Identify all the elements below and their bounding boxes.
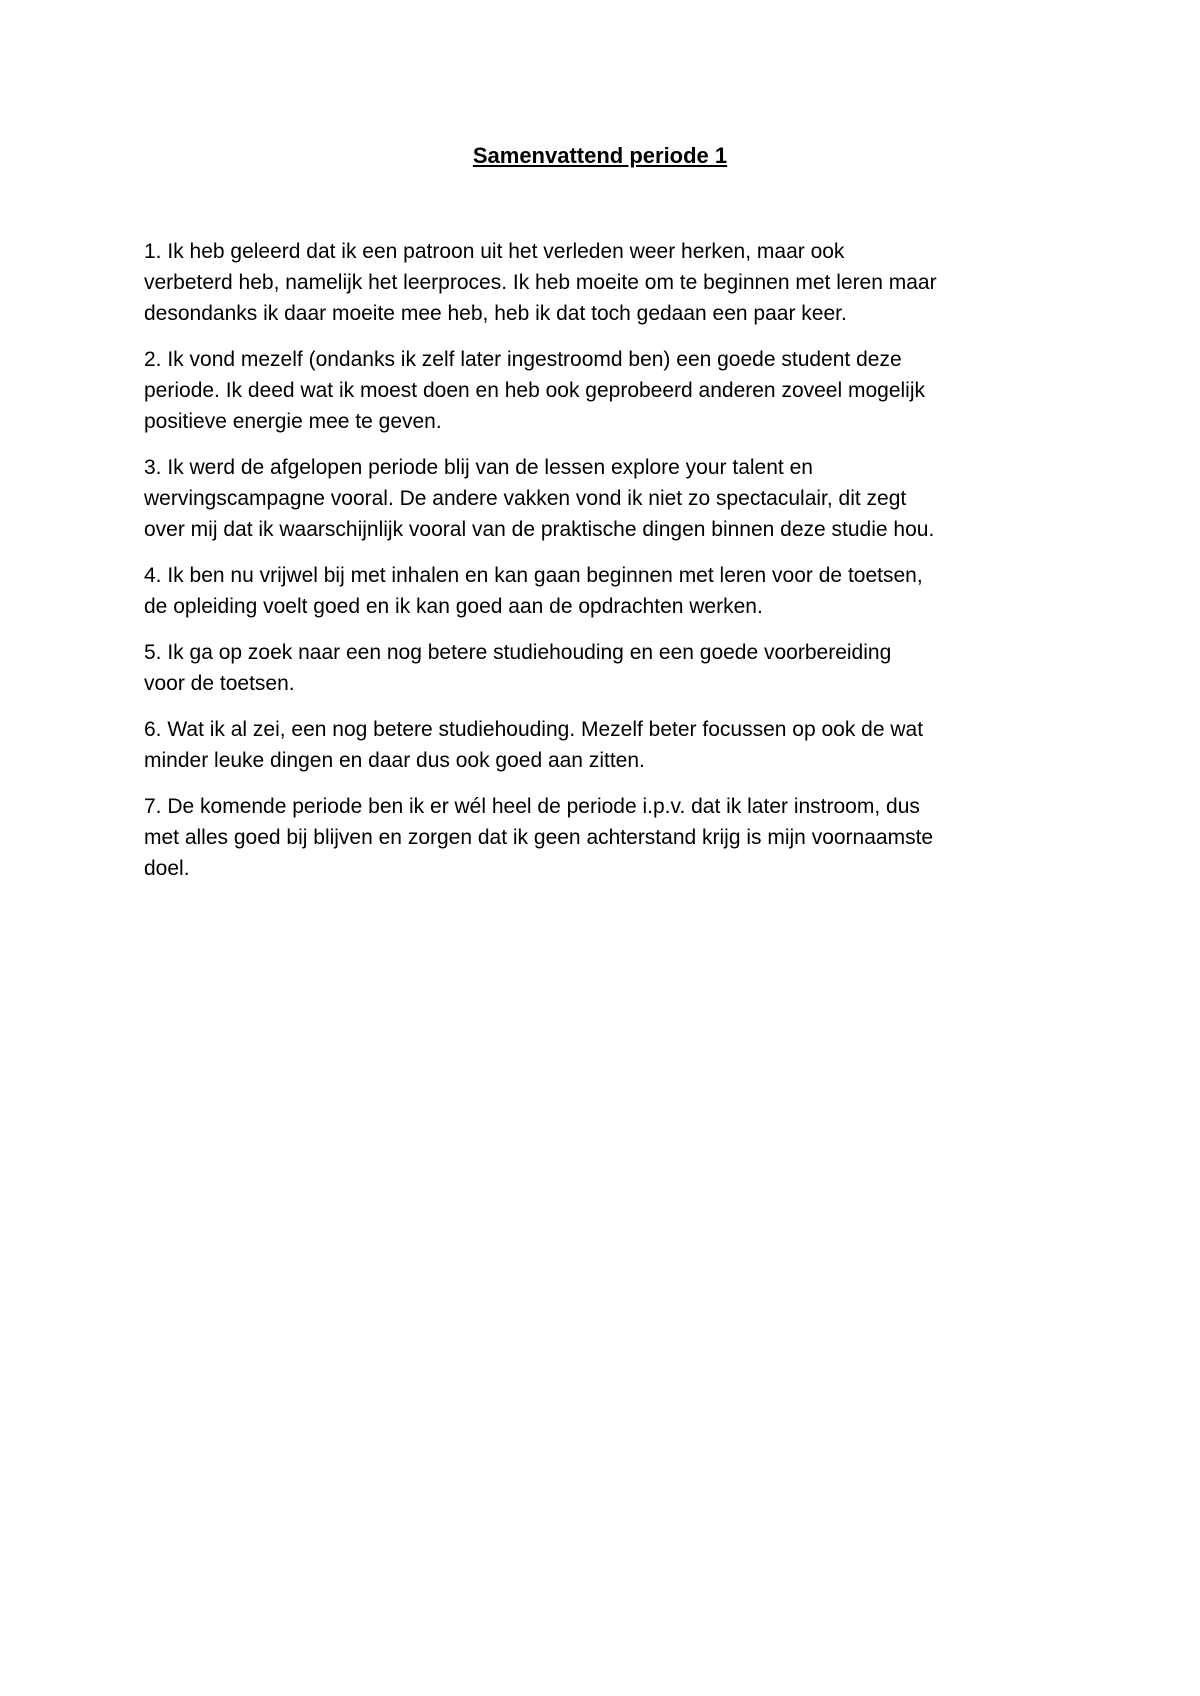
text-line: 6. Wat ik al zei, een nog betere studiehouding. Mezelf beter focussen op ook de wat [144,718,924,741]
text-line: voor de toetsen. [144,672,295,695]
text-line: verbeterd heb, namelijk het leerproces. Ik heb moeite om te beginnen met leren maar [144,271,937,294]
text-line: wervingscampagne vooral. De andere vakken vond ik niet zo spectaculair, dit zegt [144,487,907,510]
paragraph-2 [144,344,1074,437]
text-line: 4. Ik ben nu vrijwel bij met inhalen en kan gaan beginnen met leren voor de toetsen, [144,564,923,587]
document-body [144,236,1074,899]
paragraph-4 [144,560,1074,622]
text-line: periode. Ik deed wat ik moest doen en heb ook geprobeerd anderen zoveel mogelijk [144,379,926,402]
text-line: 7. De komende periode ben ik er wél heel de periode i.p.v. dat ik later instroom, dus [144,795,920,818]
text-line: de opleiding voelt goed en ik kan goed aan de opdrachten werken. [144,595,763,618]
text-line: 5. Ik ga op zoek naar een nog betere studiehouding en een goede voorbereiding [144,641,892,664]
paragraph-6 [144,714,1074,776]
text-line: over mij dat ik waarschijnlijk vooral van de praktische dingen binnen deze studie hou. [144,518,935,541]
paragraph-3 [144,452,1074,545]
paragraph-1 [144,236,1074,329]
document-title: Samenvattend periode 1 [472,143,728,168]
text-line: desondanks ik daar moeite mee heb, heb ik dat toch gedaan een paar keer. [144,302,847,325]
text-line: 3. Ik werd de afgelopen periode blij van de lessen explore your talent en [144,456,813,479]
text-line: minder leuke dingen en daar dus ook goed aan zitten. [144,749,645,772]
text-line: doel. [144,857,190,880]
text-line: positieve energie mee te geven. [144,410,442,433]
paragraph-7 [144,791,1074,884]
text-line: 2. Ik vond mezelf (ondanks ik zelf later ingestroomd ben) een goede student deze [144,348,902,371]
text-line: 1. Ik heb geleerd dat ik een patroon uit het verleden weer herken, maar ook [144,240,845,263]
paragraph-5 [144,637,1074,699]
text-line: met alles goed bij blijven en zorgen dat ik geen achterstand krijg is mijn voornaamste [144,826,934,849]
